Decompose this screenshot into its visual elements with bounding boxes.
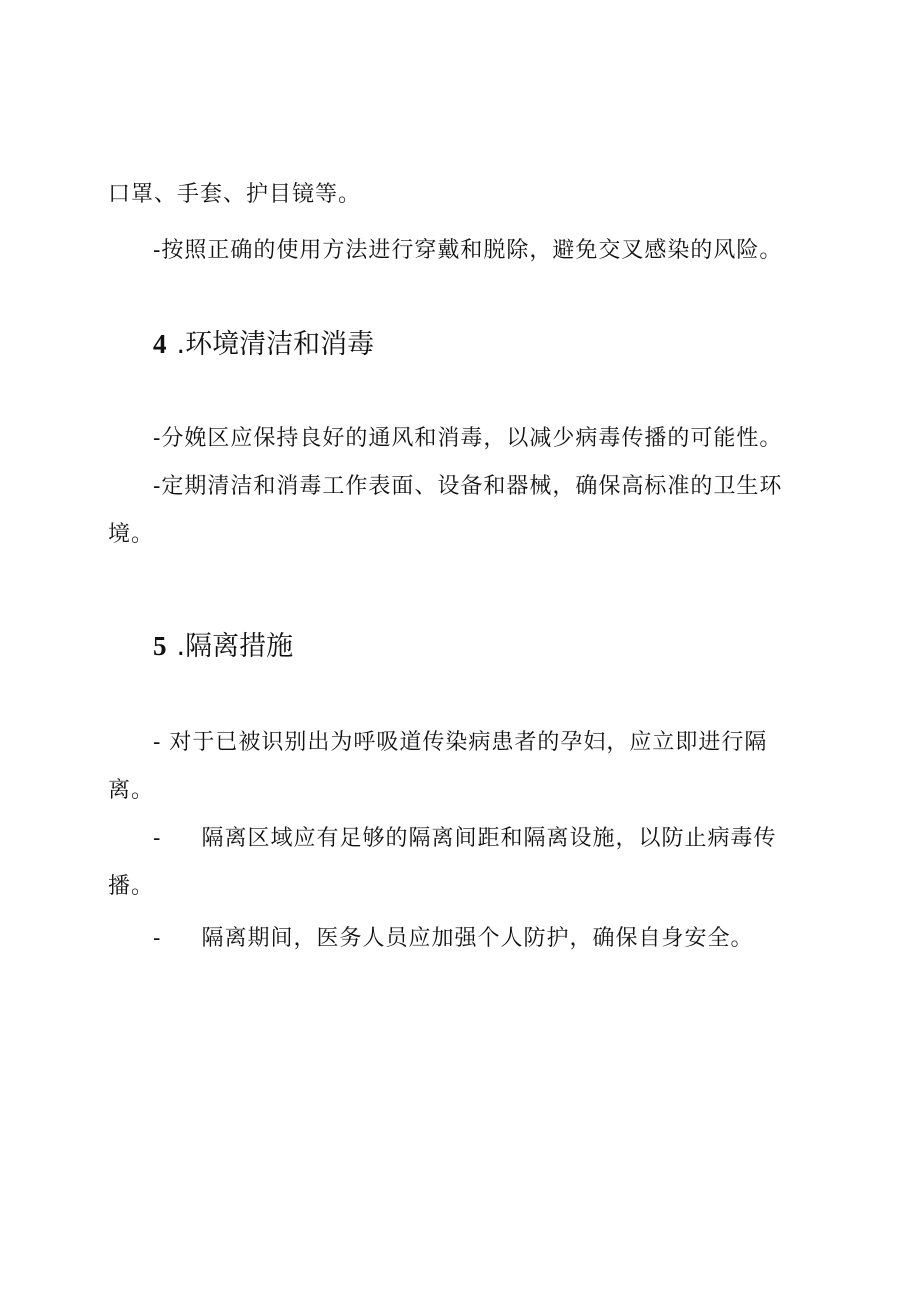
section-title: .环境清洁和消毒 bbox=[176, 329, 375, 360]
section-number: 4 bbox=[153, 329, 167, 359]
bullet-text: 隔离区域应有足够的隔离间距和隔离设施，以防止病毒传 bbox=[201, 826, 777, 851]
bullet-text: 隔离期间，医务人员应加强个人防护，确保自身安全。 bbox=[201, 926, 754, 951]
bullet-dash: - bbox=[153, 826, 162, 851]
section-heading-5 bbox=[153, 628, 293, 665]
section-title: .隔离措施 bbox=[176, 631, 294, 662]
paragraph-line: 口罩、手套、护目镜等。 bbox=[108, 182, 362, 207]
bullet-line: -定期清洁和消毒工作表面、设备和器械，确保高标准的卫生环 bbox=[153, 474, 783, 499]
bullet-line: -分娩区应保持良好的通风和消毒，以减少病毒传播的可能性。 bbox=[153, 426, 783, 451]
bullet-line: -按照正确的使用方法进行穿戴和脱除，避免交叉感染的风险。 bbox=[153, 238, 783, 263]
section-heading-4 bbox=[153, 326, 374, 363]
bullet-dash: - bbox=[153, 926, 162, 951]
bullet-line bbox=[153, 924, 753, 954]
paragraph-line: 播。 bbox=[108, 874, 155, 899]
paragraph-line: 离。 bbox=[108, 778, 155, 803]
paragraph-line: 境。 bbox=[108, 522, 155, 547]
section-number: 5 bbox=[153, 631, 167, 661]
bullet-line: - 对于已被识别出为呼吸道传染病患者的孕妇，应立即进行隔 bbox=[153, 730, 768, 755]
bullet-line bbox=[153, 824, 776, 854]
